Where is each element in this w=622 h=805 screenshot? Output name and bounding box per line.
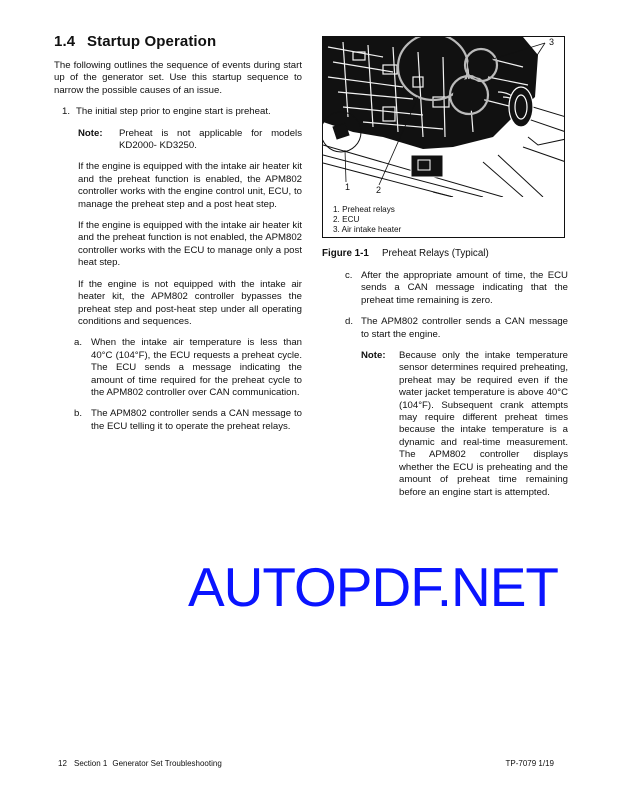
figure-label: Figure 1-1 <box>322 248 369 259</box>
note-intake-temperature <box>361 350 568 499</box>
substep-text: The APM802 controller sends a CAN message to the ECU telling it to operate the preheat relays. <box>91 408 302 432</box>
paragraph-heater-not-enabled: If the engine is equipped with the intake air heater kit and the preheat function is not enabled, the APM802 controller works with the ECU to manage only a post heat step. <box>78 220 302 269</box>
substep-letter: a. <box>74 337 83 349</box>
substep-text: When the intake air temperature is less than 40°C (104°F), the ECU requests a preheat cycle. The ECU sends a message indicating the amount of time required for the preheat cycle to the APM802 controller over CAN communication. <box>91 337 302 398</box>
section-title: Startup Operation <box>87 33 217 50</box>
substep-letter: d. <box>345 316 354 328</box>
footer-section: Section 1 <box>74 759 108 768</box>
engine-illustration <box>323 37 565 197</box>
footer-doc-id: TP-7079 1/19 <box>505 759 554 768</box>
note-text: Because only the intake temperature sensor determines required preheating, preheat may be required even if the water jacket temperature is above 40°C (104°F). Subsequent crank attempts may require different preheat times because the intake temperature is a dynamic and real-time measurement. The APM802 controller displays whether the ECU is preheating and the amount of preheat time remaining before an engine start is attempted. <box>399 350 568 498</box>
substep-a <box>74 337 302 399</box>
note-text: Preheat is not applicable for models KD2000- KD3250. <box>119 127 302 152</box>
note-preheat-models <box>78 128 302 153</box>
note-label: Note: <box>78 127 103 139</box>
step-text: The initial step prior to engine start is preheat. <box>76 106 271 118</box>
figure-legend <box>333 205 401 236</box>
right-column <box>345 270 568 508</box>
paragraph-heater-enabled: If the engine is equipped with the intake air heater kit and the preheat function is enabled, the APM802 controller works with the engine control unit, ECU, to manage the preheat step and a post heat step. <box>78 161 302 210</box>
watermark: AUTOPDF.NET <box>188 556 558 618</box>
section-number: 1.4 <box>54 33 76 50</box>
legend-item: 2. ECU <box>333 215 360 225</box>
paragraph-no-heater: If the engine is not equipped with the intake air heater kit, the APM802 controller bypasses the preheat step and post-heat step under all operating conditions and sequences. <box>78 278 302 327</box>
footer-section-title: Generator Set Troubleshooting <box>112 759 222 768</box>
figure-caption <box>322 248 489 259</box>
note-label: Note: <box>361 350 386 362</box>
substep-letter: b. <box>74 408 83 420</box>
step-number: 1. <box>62 106 71 118</box>
page-number: 12 <box>58 759 67 768</box>
substep-text: After the appropriate amount of time, the ECU sends a CAN message indicating that the preheat time remaining is zero. <box>361 270 568 306</box>
left-column <box>54 60 302 442</box>
figure-preheat-relays <box>322 36 565 238</box>
callout-2: 2 <box>376 185 382 195</box>
figure-title: Preheat Relays (Typical) <box>382 248 489 259</box>
footer-left <box>58 759 222 768</box>
substep-d <box>345 316 568 341</box>
substep-text: The APM802 controller sends a CAN message to start the engine. <box>361 316 568 340</box>
callout-3: 3 <box>549 37 555 47</box>
substep-c <box>345 270 568 307</box>
step-1 <box>54 106 302 118</box>
legend-item: 3. Air intake heater <box>333 225 402 235</box>
intro-paragraph: The following outlines the sequence of events during start up of the generator set. Use this startup sequence to narrow the possible causes of an issue. <box>54 60 302 96</box>
substep-letter: c. <box>345 270 353 281</box>
section-heading <box>54 33 216 50</box>
substep-b <box>74 408 302 433</box>
legend-item: 1. Preheat relays <box>333 205 395 214</box>
callout-1: 1 <box>345 182 351 192</box>
